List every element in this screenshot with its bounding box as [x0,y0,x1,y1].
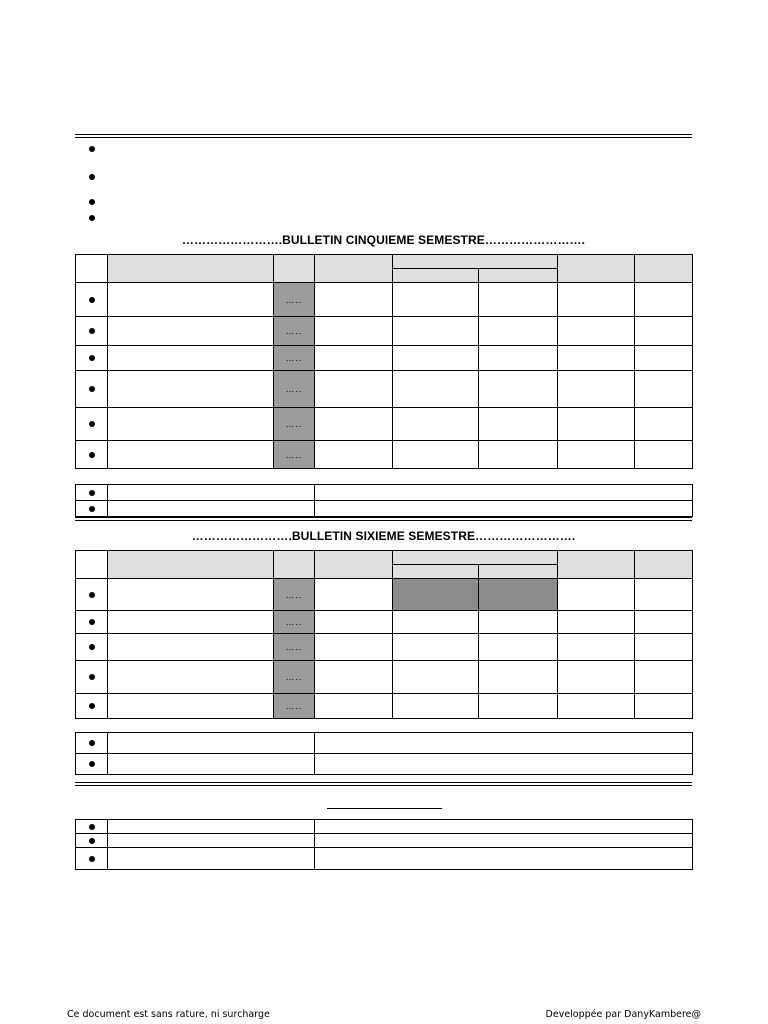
footer-left-note: Ce document est sans rature, ni surcharge [67,1009,270,1020]
bullet-icon [89,674,95,680]
table-row [76,317,693,346]
bullet-icon [89,328,95,334]
course-cell [108,346,274,371]
table-row [76,634,693,661]
header-cell [76,551,108,579]
summary-row [76,733,693,754]
bullet-icon [89,452,95,458]
credit-cell: ….. [274,611,315,634]
course-cell [108,408,274,441]
table-row [76,408,693,441]
course-cell [108,441,274,469]
summary-row [76,754,693,775]
bullet-icon [89,146,95,152]
table-row [76,346,693,371]
summary-row [76,485,693,501]
credit-cell: ….. [274,441,315,469]
course-cell [108,694,274,719]
course-cell [108,611,274,634]
credit-cell: ….. [274,634,315,661]
table-row [76,579,693,611]
bullet-icon [89,824,95,830]
bullet-icon [89,856,95,862]
course-cell [108,317,274,346]
table-row [76,611,693,634]
shaded-cell [393,579,479,611]
credit-cell: ….. [274,371,315,408]
header-cell [393,551,558,565]
bullet-icon [89,761,95,767]
credit-cell: ….. [274,661,315,694]
summary-row [76,848,693,870]
bullet-icon [89,297,95,303]
bullet-icon [89,490,95,496]
credit-cell: ….. [274,346,315,371]
header-cell [315,255,393,283]
semester6-summary-table [75,732,693,775]
header-cell [558,255,635,283]
summary-row [76,834,693,848]
bullet-icon [89,506,95,512]
semester6-title: …………………….BULLETIN SIXIEME SEMESTRE……………………. [191,529,576,543]
course-cell [108,579,274,611]
header-cell [108,255,274,283]
bullet-icon [89,838,95,844]
section-double-rule [75,782,692,786]
header-cell [635,255,693,283]
bullet-icon [89,421,95,427]
semester6-grades-table [75,550,693,719]
header-cell [274,255,315,283]
header-subcell [393,269,479,283]
course-cell [108,283,274,317]
bullet-icon [89,619,95,625]
summary-row [76,820,693,834]
final-summary-table [75,819,693,870]
header-subcell [479,269,558,283]
credit-cell: ….. [274,408,315,441]
bullet-icon [89,386,95,392]
header-cell [274,551,315,579]
credit-cell: ….. [274,317,315,346]
bullet-icon [89,174,95,180]
bullet-icon [89,644,95,650]
header-cell [108,551,274,579]
table-row [76,371,693,408]
summary-row [76,501,693,517]
bullet-icon [89,355,95,361]
bullet-icon [89,592,95,598]
credit-cell: ….. [274,579,315,611]
footer-developer-credit: Developpée par DanyKambere@ [545,1009,701,1020]
semester5-title: …………………….BULLETIN CINQUIEME SEMESTRE……………………. [181,233,586,247]
bullet-icon [89,199,95,205]
bullet-icon [89,740,95,746]
shaded-cell [479,579,558,611]
table-row [76,441,693,469]
course-cell [108,371,274,408]
bullet-icon [89,703,95,709]
header-cell [76,255,108,283]
semester5-summary-table [75,484,693,517]
credit-cell: ….. [274,694,315,719]
section-double-rule [75,517,692,521]
credit-cell: ….. [274,283,315,317]
header-subcell [479,565,558,579]
semester5-grades-table [75,254,693,469]
table-row [76,283,693,317]
bullet-icon [89,215,95,221]
header-cell [558,551,635,579]
header-cell [393,255,558,269]
course-cell [108,661,274,694]
heading-underline [327,808,442,809]
table-row [76,694,693,719]
header-cell [315,551,393,579]
top-double-rule [75,134,692,138]
header-cell [635,551,693,579]
header-subcell [393,565,479,579]
course-cell [108,634,274,661]
table-row [76,661,693,694]
